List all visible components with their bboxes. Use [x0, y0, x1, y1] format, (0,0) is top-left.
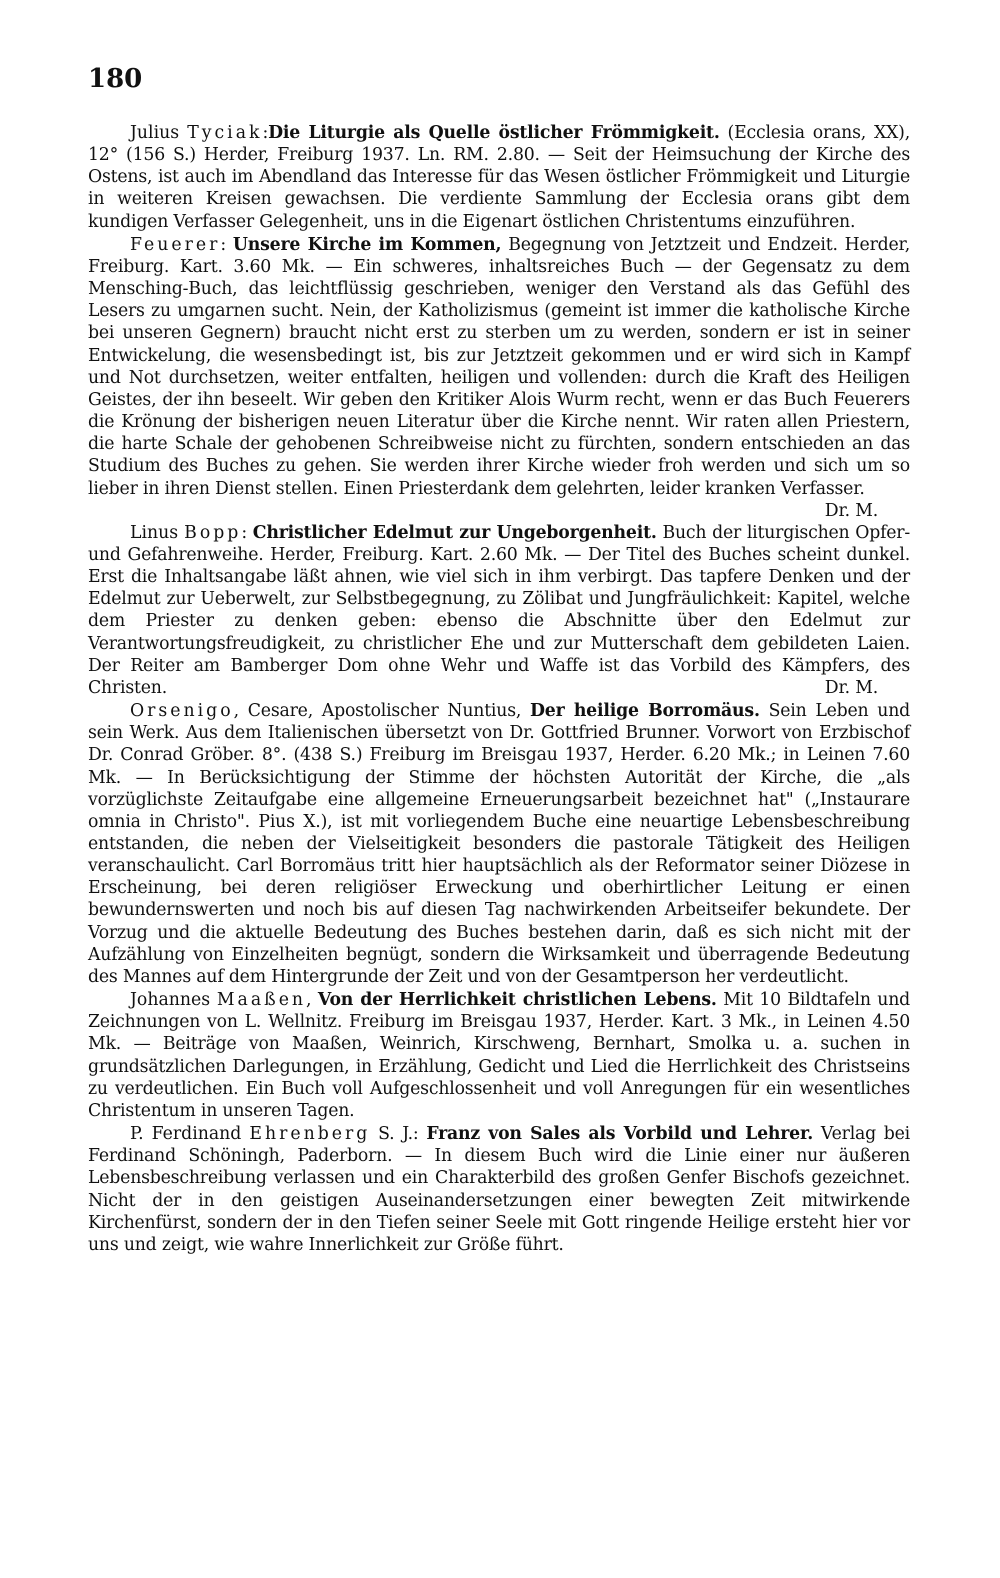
book-review: [88, 122, 910, 233]
reviewer-signature: Dr. M.: [824, 500, 878, 521]
book-review: [88, 234, 910, 521]
author-given-name: Linus: [130, 522, 185, 543]
review-text: Begegnung von Jetztzeit und Endzeit. Herder, Freiburg. Kart. 3.60 Mk. — Ein schweres, inhaltsreiches Buch — der Gegensatz zu dem Mensching-Buch, das leichtflüssig geschrieben, weniger den Verstand als das Gefühl des Lesers zu umgarnen sucht. Nein, der Katholizismus (gemeint ist immer die katholische Kirche bei unseren Gegnern) braucht nicht erst zu sterben um zu werden, sondern er ist in seiner Entwickelung, die wesensbedingt ist, bis zur Jetztzeit gekommen und er wird sich in Kampf und Not durchsetzen, weiter entfalten, heiligen und vollenden: durch die Kraft des Heiligen Geistes, der ihn beseelt. Wir geben den Kritiker Alois Wurm recht, wenn er das Buch Feuerers die Krönung der bisherigen neuen Literatur über die Kirche nennt. Wir raten allen Priestern, die harte Schale der gehobenen Schreibweise nicht zu fürchten, sondern entschieden an das Studium des Buches zu gehen. Sie werden ihrer Kirche wieder froh werden und sich um so lieber in ihren Dienst stellen. Einen Priesterdank dem gelehrten, leider kranken Verfasser.: [88, 234, 910, 499]
review-text: Sein Leben und sein Werk. Aus dem Italienischen übersetzt von Dr. Gottfried Brunner. Vorwort von Erzbischof Dr. Conrad Gröber. 8°. (438 S.) Freiburg im Breisgau 1937, Herder. 6.20 Mk.; in Leinen 7.60 Mk. — In Berücksichtigung der Stimme der höchsten Autorität der Kirche, die „als vorzüglichste Zeitaufgabe eine allgemeine Erneuerungsarbeit bezeichnet hat" („Instaurare omnia in Christo". Pius X.), ist mit vorliegendem Buche eine neuartige Lebensbeschreibung entstanden, die neben der Vielseitigkeit besonders die pastorale Tätigkeit des Heiligen veranschaulicht. Carl Borromäus tritt hier hauptsächlich als der Reformator seiner Diözese in Erscheinung, bei deren religiöser Erweckung und oberhirtlicher Leitung er einen bewundernswerten und noch bis auf diesen Tag nachwirkenden Arbeitseifer bekundete. Der Vorzug und die aktuelle Bedeutung des Buches bestehen darin, daß es sich nicht mit der Aufzählung von Einzelheiten begnügt, sondern die Wirksamkeit und überragende Bedeutung des Mannes auf dem Hintergrunde der Zeit und von der Gesamtperson her verdeutlicht.: [88, 701, 911, 987]
review-text: Buch der liturgischen Opfer- und Gefahrenweihe. Herder, Freiburg. Kart. 2.60 Mk. — Der Titel des Buches scheint dunkel. Erst die Inhaltsangabe läßt ahnen, wie viel sich in ihm verbirgt. Das tapfere Denken und der Edelmut zur Ueberwelt, zur Selbstbegegnung, zu Zölibat und Jungfräulichkeit: Kapitel, welche dem Priester zu denken geben: ebenso die Abschnitte über den Edelmut zur Verantwortungsfreudigkeit, zu christlicher Ehe und zur Mutterschaft dem gebildeten Laien. Der Reiter am Bamberger Dom ohne Wehr und Waffe ist das Vorbild des Kämpfers, des Christen.: [88, 522, 910, 698]
book-title: Unsere Kirche im Kommen,: [232, 234, 502, 255]
author-surname: Feuerer: [130, 234, 221, 255]
review-text: Mit 10 Bildtafeln und Zeichnungen von L. Wellnitz. Freiburg im Breisgau 1937, Herder. Kart. 3 Mk., in Leinen 4.50 Mk. — Beiträge von Maaßen, Weinrich, Kirschweng, Bernhart, Smolka u. a. suchen in grundsätzlichen Darlegungen, in Erzählung, Gedicht und Lied die Herrlichkeit des Christseins zu verdeutlichen. Ein Buch voll Aufgeschlossenheit und voll Anregungen für ein wesentliches Christentum in unseren Tagen.: [88, 990, 910, 1121]
book-title: Die Liturgie als Quelle östlicher Frömmigkeit.: [268, 123, 720, 143]
author-surname: Maaßen: [216, 990, 307, 1011]
review-text: (Ecclesia orans, XX), 12° (156 S.) Herder, Freiburg 1937. Ln. RM. 2.80. — Seit der Heimsuchung der Kirche des Ostens, ist auch im Abendland das Interesse für das Wesen östlicher Frömmigkeit und Liturgie in weiteren Kreisen gewachsen. Die verdiente Sammlung der Ecclesia orans gibt dem kundigen Verfasser Gelegenheit, uns in die Eigenart östlichen Christentums einzuführen.: [88, 123, 910, 232]
author-separator: :: [241, 522, 253, 543]
book-review-list: [88, 122, 910, 1257]
author-separator: :: [262, 123, 269, 143]
author-surname: Bopp: [184, 522, 242, 543]
book-title: Christlicher Edelmut zur Ungeborgenheit.: [252, 522, 657, 543]
book-review: [88, 1123, 910, 1256]
book-title: Der heilige Borromäus.: [529, 701, 760, 722]
author-given-name: Julius: [130, 123, 188, 143]
author-surname: Tyciak: [187, 123, 263, 143]
author-given-name: P. Ferdinand: [130, 1124, 250, 1145]
author-surname: Orsenigo: [130, 701, 234, 722]
author-separator: ,: [306, 990, 318, 1011]
book-review: [88, 989, 910, 1122]
reviewer-signature: Dr. M.: [824, 677, 878, 698]
page-number: 180: [88, 64, 143, 94]
book-title: Franz von Sales als Vorbild und Lehrer.: [426, 1124, 814, 1145]
author-separator: ,: [233, 701, 248, 722]
book-review: [88, 700, 910, 988]
author-given-name: Johannes: [130, 990, 217, 1011]
review-text-prefix: Cesare, Apostolischer Nuntius,: [247, 701, 530, 722]
author-separator: :: [220, 234, 233, 255]
author-surname: Ehrenberg: [249, 1124, 371, 1145]
book-title: Von der Herrlichkeit christlichen Lebens.: [317, 990, 717, 1011]
book-review: [88, 522, 910, 699]
author-separator: S. J.:: [370, 1124, 427, 1145]
review-text: Verlag bei Ferdinand Schöningh, Paderborn. — In diesem Buch wird die Linie einer nur äußeren Lebensbeschreibung verlassen und ein Charakterbild des großen Genfer Bischofs gezeichnet. Nicht der in den geistigen Auseinandersetzungen einer bewegten Zeit mitwirkende Kirchenfürst, sondern der in den Tiefen seiner Seele mit Gott ringende Heilige ersteht hier vor uns und zeigt, wie wahre Innerlichkeit zur Größe führt.: [88, 1124, 910, 1255]
